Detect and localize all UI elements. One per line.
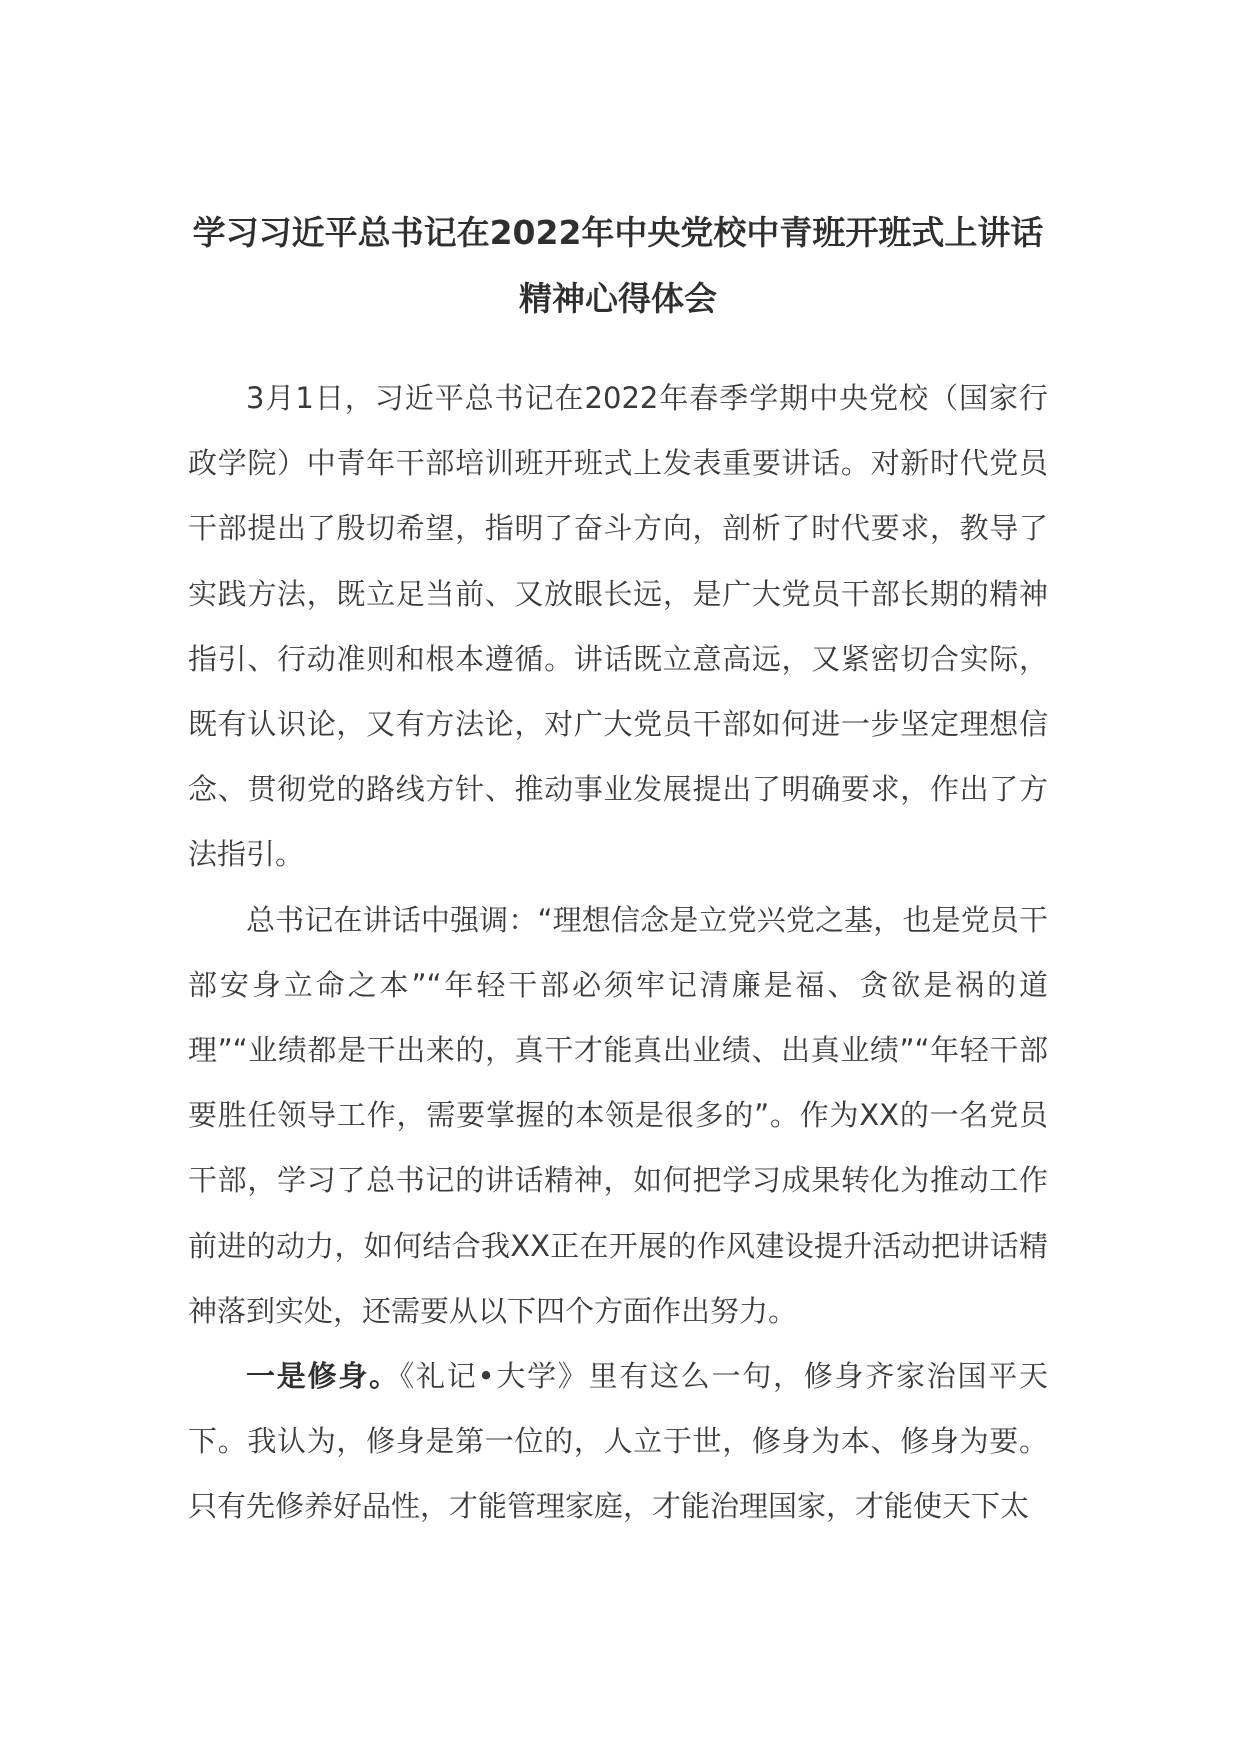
paragraph-text: 总书记在讲话中强调：“理想信念是立党兴党之基，也是党员干部安身立命之本”“年轻干部必须牢记清廉是福、贪欲是祸的道理”“业绩都是干出来的，真干才能真出业绩、出真业绩”“年轻干部要胜任领导工作，需要掌握的本领是很多的”。作为XX的一名党员干部，学习了总书记的讲话精神，如何把学习成果转化为推动工作前进的动力，如何结合我XX正在开展的作风建设提升活动把讲话精神落到实处，还需要从以下四个方面作出努力。 — [188, 902, 1048, 1328]
paragraph-text: 《礼记•大学》里有这么一句，修身齐家治国平天下。我认为，修身是第一位的，人立于世，修身为本、修身为要。只有先修养好品性，才能管理家庭，才能治理国家，才能使天下太 — [188, 1359, 1048, 1524]
document-title: 学习习近平总书记在2022年中央党校中青班开班式上讲话精神心得体会 — [192, 213, 1044, 318]
document-page — [188, 200, 1048, 1540]
paragraph-lead: 一是修身。 — [246, 1359, 400, 1394]
paragraph-text: 3月1日，习近平总书记在2022年春季学期中央党校（国家行政学院）中青年干部培训班开班式上发表重要讲话。对新时代党员干部提出了殷切希望，指明了奋斗方向，剖析了时代要求，教导了实践方法，既立足当前、又放眼长远，是广大党员干部长期的精神指引、行动准则和根本遵循。讲话既立意高远，又紧密切合实际，既有认识论，又有方法论，对广大党员干部如何进一步坚定理想信念、贯彻党的路线方针、推动事业发展提出了明确要求，作出了方法指引。 — [188, 381, 1048, 872]
document-body — [188, 366, 1048, 1540]
paragraph — [188, 888, 1048, 1344]
paragraph — [188, 366, 1048, 888]
paragraph — [188, 1344, 1048, 1540]
